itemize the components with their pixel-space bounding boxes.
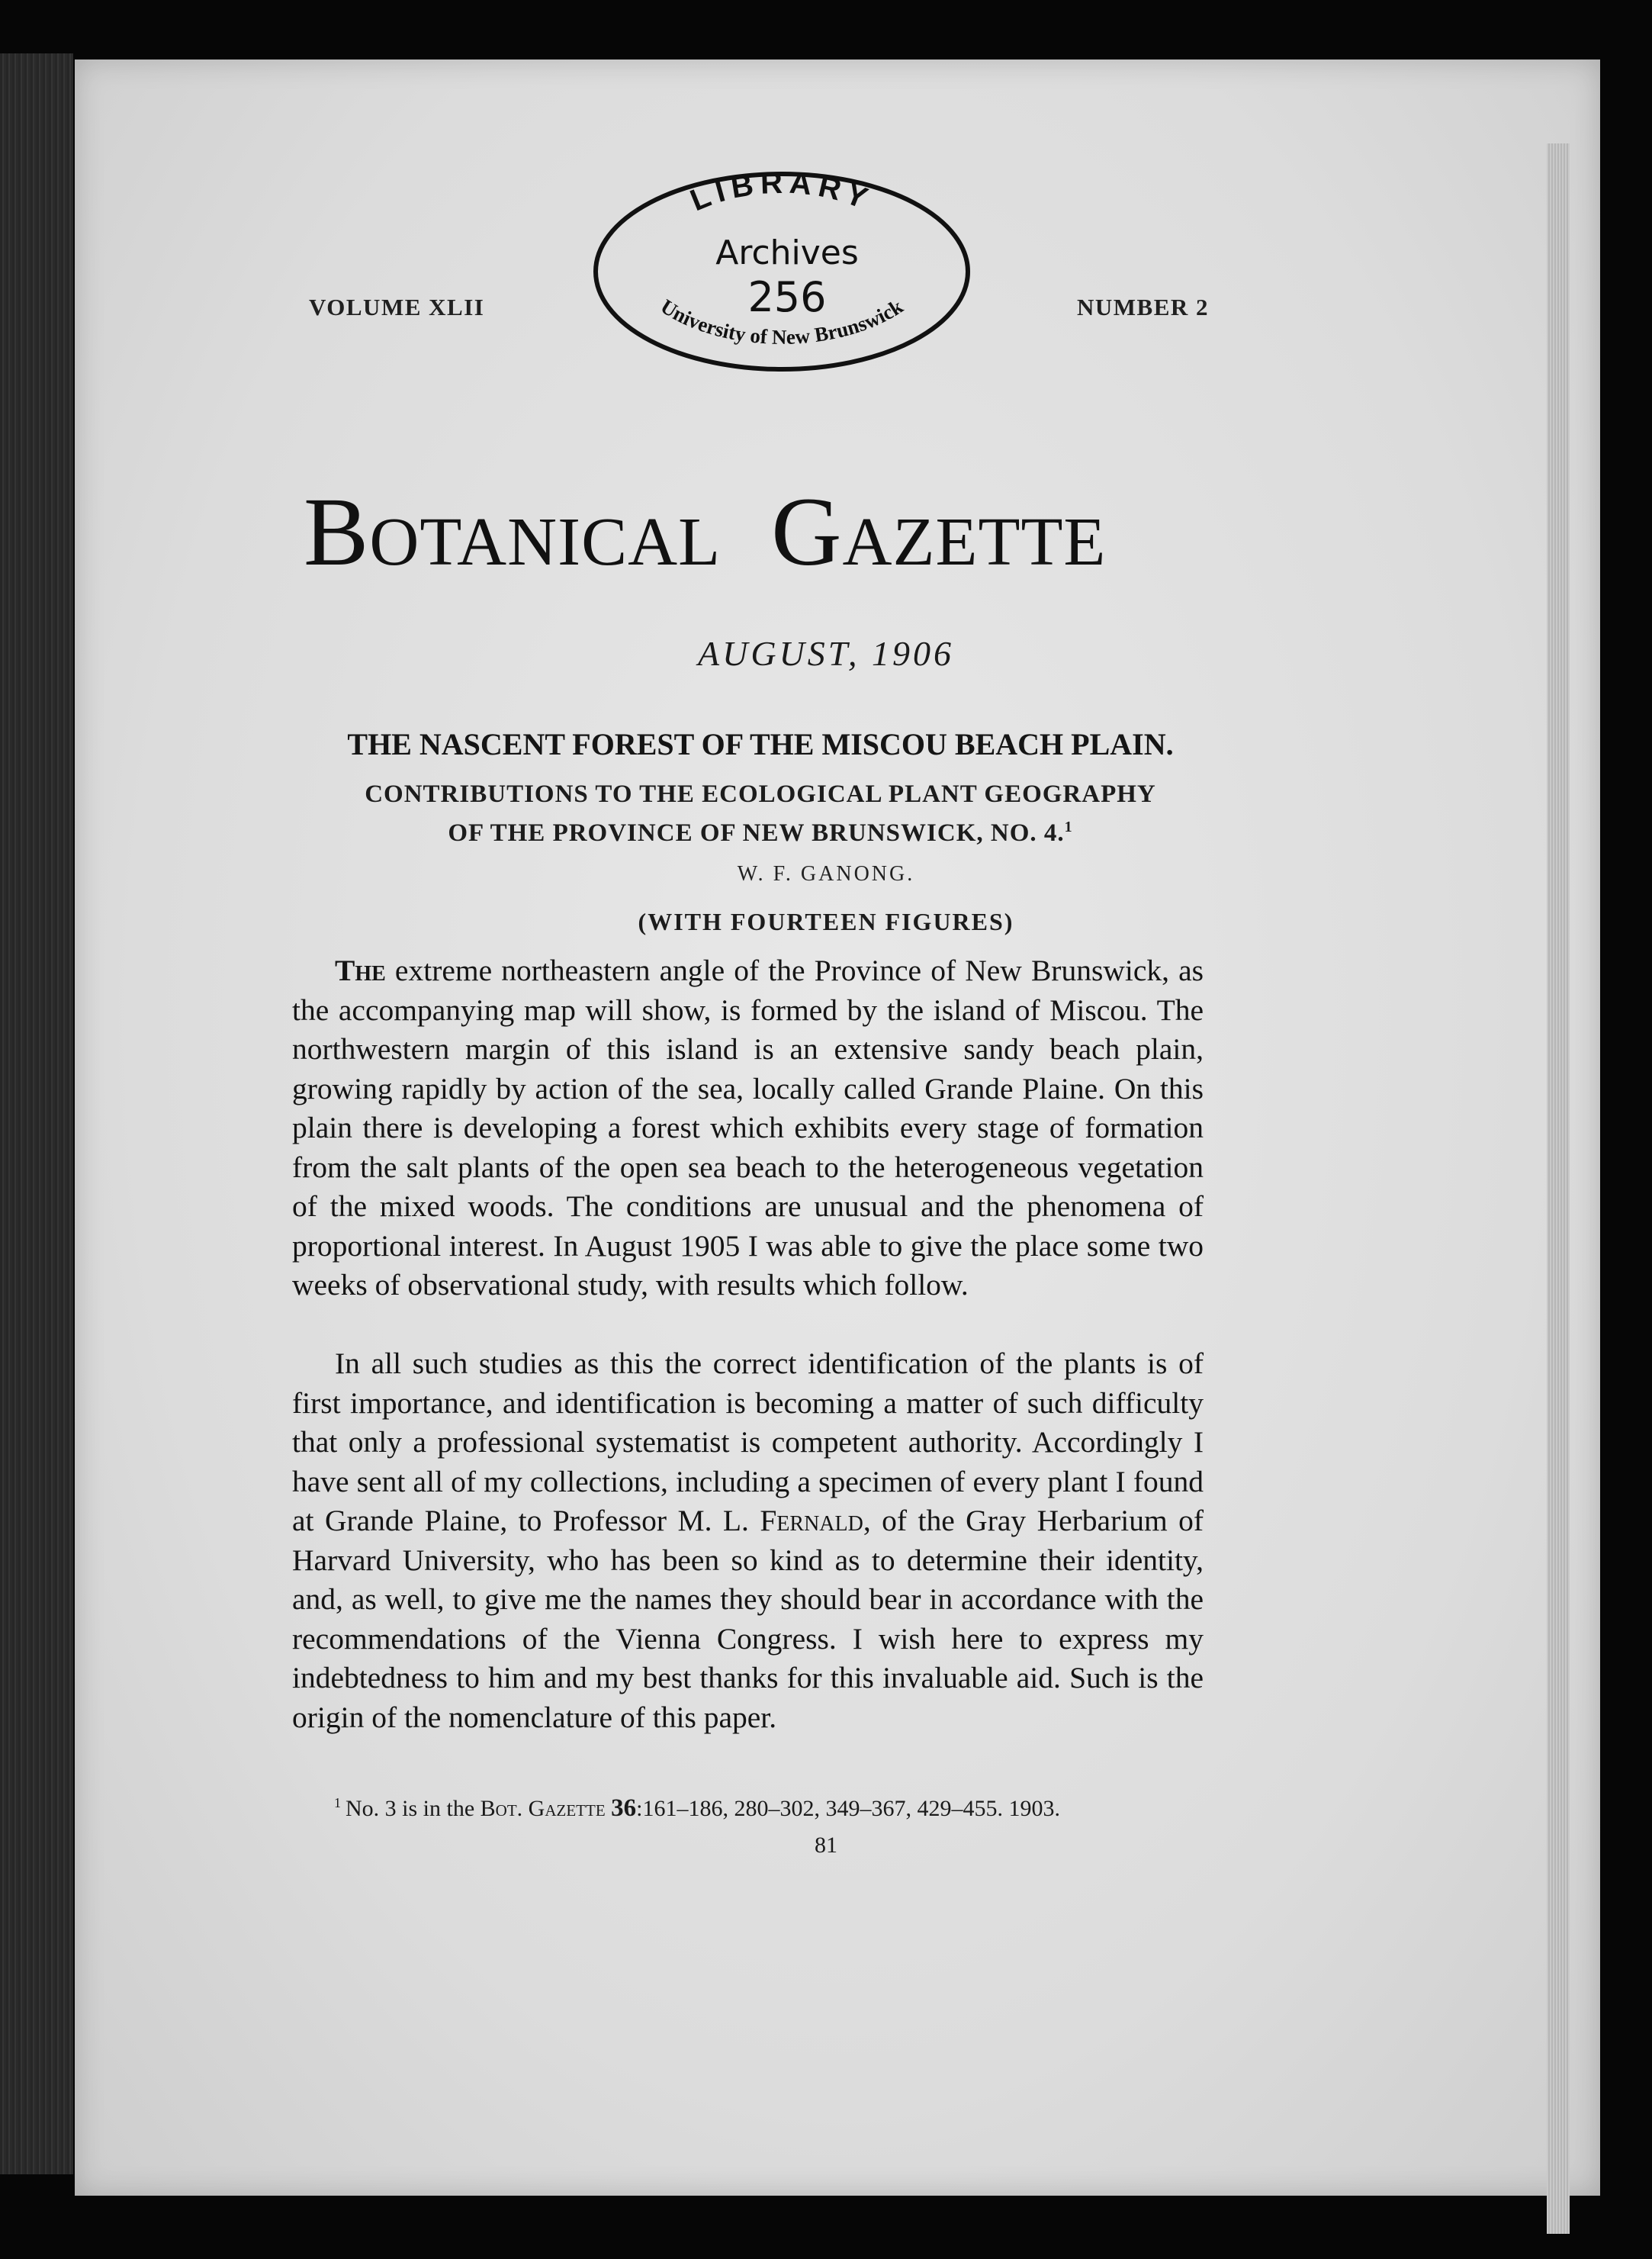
journal-masthead: Botanical Gazette	[304, 478, 1107, 586]
paragraph-2-text-end: , of the Gray Herbarium of Harvard University, who has been so kind as to determine their identity, and, as well, to give me the names they should bear in accordance with the recommendations of the Vienna Congress. I wish here to express my indebtedness to him and my best thanks for this invaluable aid. Such is the origin of the nomenclature of this paper.	[292, 1504, 1204, 1734]
article-author: W. F. GANONG.	[737, 862, 915, 886]
footnote-volume: 36	[611, 1794, 637, 1822]
issue-number-label: NUMBER 2	[1077, 294, 1210, 320]
issue-date: AUGUST, 1906	[698, 634, 954, 673]
stamp-top-text: LIBRARY	[686, 166, 878, 218]
body-paragraph-1	[292, 951, 1204, 1305]
footnote-pages: :161–186, 280–302, 349–367, 429–455. 1903.	[636, 1796, 1060, 1821]
footnote-mark: 1	[334, 1795, 341, 1810]
footnote-reference: 1	[1064, 819, 1073, 835]
subtitle-line-2	[299, 811, 1222, 850]
volume-label: VOLUME XLII	[309, 294, 485, 320]
article-subtitle	[299, 778, 1222, 850]
footnote-journal: Bot. Gazette	[480, 1796, 606, 1821]
subtitle-line-1: CONTRIBUTIONS TO THE ECOLOGICAL PLANT GEOGRAPHY	[365, 780, 1156, 808]
stamp-bottom-text: University of New Brunswick	[656, 294, 908, 349]
stamp-line-2: 256	[747, 273, 827, 321]
paragraph-lead-word: The	[335, 954, 386, 987]
footnote-prefix: No. 3 is in the	[346, 1796, 480, 1821]
figures-note: (WITH FOURTEEN FIGURES)	[638, 908, 1014, 935]
page-edge	[1547, 143, 1570, 2234]
paragraph-1-text: extreme northeastern angle of the Province of New Brunswick, as the accompanying map will show, is formed by the island of Miscou. The northwestern margin of this island is an extensive sandy beach plain, growing rapidly by action of the sea, locally called Grande Plaine. On this plain there is developing a forest which exhibits every stage of formation from the salt plants of the open sea beach to the heterogeneous vegetation of the mixed woods. The conditions are unusual and the phenomena of proportional interest. In August 1905 I was able to give the place some two weeks of observational study, with results which follow.	[292, 954, 1204, 1302]
body-paragraph-2	[292, 1344, 1204, 1737]
library-stamp	[587, 166, 976, 376]
page-number: 81	[815, 1833, 837, 1858]
stamp-line-1: Archives	[715, 233, 859, 272]
paragraph-2-text-start: In all such studies as this the correct identification of the plants is of first importance, and identification is becoming a matter of such difficulty that only a professional systematist is competent authority. Accordingly I have sent all of my collections, including a specimen of every plant I found at Grande Plaine, to Professor	[292, 1347, 1204, 1537]
footnote	[334, 1794, 1196, 1823]
person-name: M. L. Fernald	[677, 1504, 863, 1537]
subtitle-line-2-text: OF THE PROVINCE OF NEW BRUNSWICK, NO. 4.	[448, 819, 1065, 847]
article-title: THE NASCENT FOREST OF THE MISCOU BEACH PLAIN.	[347, 727, 1174, 761]
